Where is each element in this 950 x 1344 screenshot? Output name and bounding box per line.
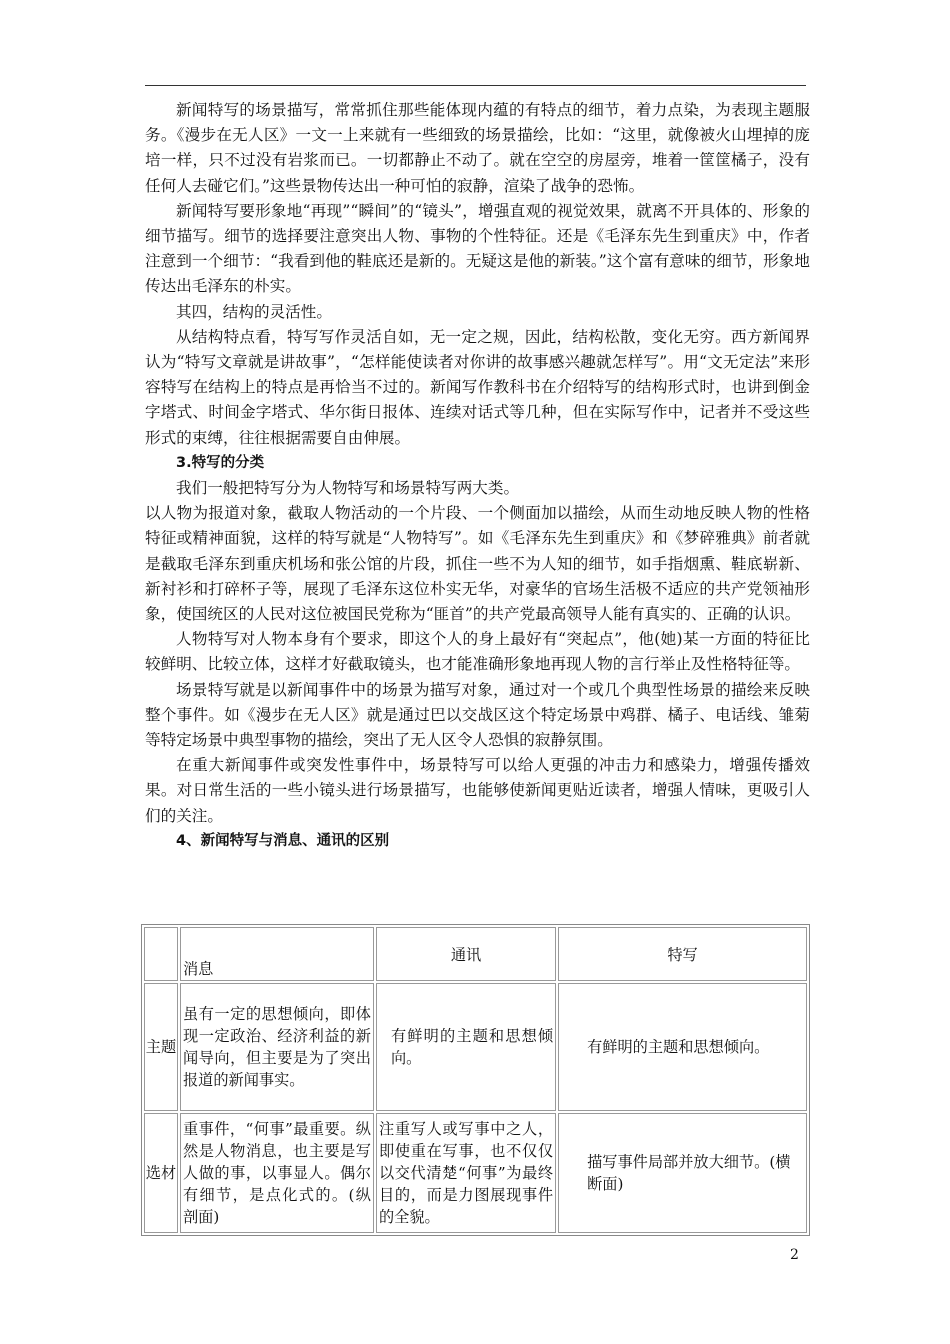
paragraph: 以人物为报道对象，截取人物活动的一个片段、一个侧面加以描绘，从而生动地反映人物的性格特征或精神面貌，这样的特写就是“人物特写”。如《毛泽东先生到重庆》和《梦碎雅典》前者就是截取毛泽东到重庆机场和张公馆的片段，抓住一些不为人知的细节，如手指烟熏、鞋底崭新、新衬衫和打碎杯子等，展现了毛泽东这位朴实无华，对豪华的官场生活极不适应的共产党领袖形象，使国统区的人民对这位被国民党称为“匪首”的共产党最高领导人能有真实的、正确的认识。 — [145, 504, 810, 624]
paragraph: 新闻特写要形象地“再现”“瞬间”的“镜头”，增强直观的视觉效果，就离不开具体的、形象的细节描写。细节的选择要注意突出人物、事物的个性特征。还是《毛泽东先生到重庆》中，作者注意到一个细节：“我看到他的鞋底还是新的。无疑这是他的新装。”这个富有意味的细节，形象地传达出毛泽东的朴实。 — [145, 201, 810, 296]
table-row — [144, 1113, 807, 1233]
cell-tongxun: 注重写人或写事中之人，即使重在写事，也不仅仅以交代清楚“何事”为最终目的，而是力图展现事件的全貌。 — [376, 1113, 556, 1233]
paragraph: 新闻特写的场景描写，常常抓住那些能体现内蕴的有特点的细节，着力点染，为表现主题服务。《漫步在无人区》一文一上来就有一些细致的场景描绘，比如：“这里，就像被火山埋掉的庞培一样，只不过没有岩浆而已。一切都静止不动了。就在空空的房屋旁，堆着一筐筐橘子，没有任何人去碰它们。”这些景物传达出一种可怕的寂静，渲染了战争的恐怖。 — [145, 101, 810, 195]
header-texie: 特写 — [558, 927, 807, 981]
paragraph: 我们一般把特写分为人物特写和场景特写两大类。 — [176, 479, 520, 498]
table-header-row — [144, 927, 807, 981]
paragraph: 在重大新闻事件或突发性事件中，场景特写可以给人更强的冲击力和感染力，增强传播效果。对日常生活的一些小镜头进行场景描写，也能够使新闻更贴近读者，增强人情味，更吸引人们的关注。 — [145, 756, 810, 825]
header-xiaoxi: 消息 — [180, 927, 374, 981]
cell-tongxun: 有鲜明的主题和思想倾向。 — [376, 983, 556, 1111]
paragraph: 从结构特点看，特写写作灵活自如，无一定之规，因此，结构松散，变化无穷。西方新闻界认为“特写文章就是讲故事”，“怎样能使读者对你讲的故事感兴趣就怎样写”。用“文无定法”来形容特写在结构上的特点是再恰当不过的。新闻写作教科书在介绍特写的结构形式时，也讲到倒金字塔式、时间金字塔式、华尔街日报体、连续对话式等几种，但在实际写作中，记者并不受这些形式的束缚，往往根据需要自由伸展。 — [145, 327, 810, 447]
row-label: 主题 — [144, 983, 178, 1111]
paragraph: 场景特写就是以新闻事件中的场景为描写对象，通过对一个或几个典型性场景的描绘来反映整个事件。如《漫步在无人区》就是通过巴以交战区这个特定场景中鸡群、橘子、电话线、雏菊等特定场景中典型事物的描绘，突出了无人区令人恐惧的寂静氛围。 — [145, 680, 810, 750]
section-heading: 3.特写的分类 — [176, 454, 265, 471]
table-row — [144, 983, 807, 1111]
cell-texie: 有鲜明的主题和思想倾向。 — [558, 983, 807, 1111]
row-label: 选材 — [144, 1113, 178, 1233]
paragraph: 其四，结构的灵活性。 — [176, 302, 332, 321]
cell-xiaoxi: 重事件，“何事”最重要。纵然是人物消息，也主要是写人做的事，以事显人。偶尔有细节，是点化式的。(纵剖面) — [180, 1113, 374, 1233]
comparison-table — [141, 924, 810, 1236]
header-rule — [145, 85, 806, 86]
cell-xiaoxi: 虽有一定的思想倾向，即体现一定政治、经济利益的新闻导向，但主要是为了突出报道的新闻事实。 — [180, 983, 374, 1111]
document-body — [145, 98, 810, 854]
page-number: 2 — [790, 1247, 799, 1263]
section-heading: 4、新闻特写与消息、通讯的区别 — [176, 832, 390, 849]
header-tongxun: 通讯 — [376, 927, 556, 981]
table-corner-cell — [144, 927, 178, 981]
cell-texie: 描写事件局部并放大细节。(横断面) — [558, 1113, 807, 1233]
paragraph: 人物特写对人物本身有个要求，即这个人的身上最好有“突起点”，他(她)某一方面的特征比较鲜明、比较立体，这样才好截取镜头，也才能准确形象地再现人物的言行举止及性格特征等。 — [145, 630, 810, 674]
